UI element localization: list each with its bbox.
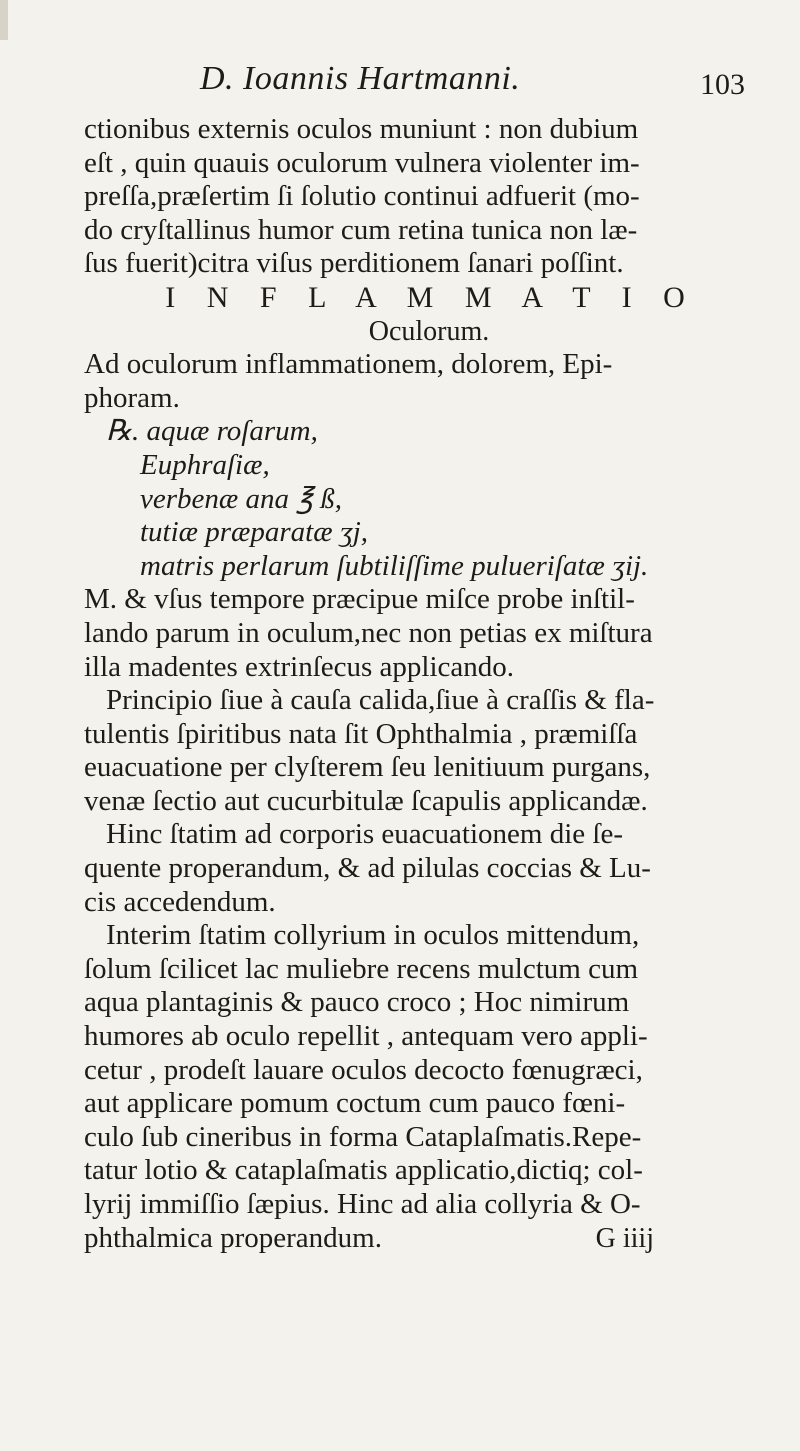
text-line: phthalmica properandum. xyxy=(84,1221,382,1254)
text-line: Hinc ſtatim ad corporis euacuationem die ſe- xyxy=(106,818,623,851)
text-line: venæ ſectio aut cucurbitulæ ſcapulis applicandæ. xyxy=(84,784,648,817)
recipe-line: ℞. aquæ roſarum, xyxy=(106,415,318,448)
recipe-line: verbenæ ana ℥ ß, xyxy=(140,482,342,515)
recipe-line: matris perlarum ſubtiliſſime pulueriſatæ ʒij. xyxy=(140,549,649,582)
section-heading: I N F L A M M A T I O xyxy=(165,280,697,314)
text-line: lyrij immiſſio ſæpius. Hinc ad alia collyria & O- xyxy=(84,1188,641,1220)
text-line: Ad oculorum inflammationem, dolorem, Epi- xyxy=(84,348,613,381)
text-line: do cryſtallinus humor cum retina tunica non læ- xyxy=(84,213,638,246)
text-line: cis accedendum. xyxy=(84,885,276,918)
last-line xyxy=(84,1222,774,1256)
text-line: Principio ſiue à cauſa calida,ſiue à craſſis & fla- xyxy=(106,684,655,717)
text-line: ctionibus externis oculos muniunt : non dubium xyxy=(84,113,639,145)
text-line: tatur lotio & cataplaſmatis applicatio,dictiq; col- xyxy=(84,1154,643,1187)
text-line: quente properandum, & ad pilulas coccias & Lu- xyxy=(84,852,651,885)
text-line: aut applicare pomum coctum cum pauco fœni- xyxy=(84,1087,626,1120)
page-number: 103 xyxy=(700,68,745,101)
text-line: tulentis ſpiritibus nata ſit Ophthalmia , præmiſſa xyxy=(84,717,638,750)
text-line: euacuatione per clyſterem ſeu lenitiuum purgans, xyxy=(84,751,651,784)
text-line: eſt , quin quauis oculorum vulnera violenter im- xyxy=(84,146,640,179)
text-line: ſus fuerit)citra viſus perditionem ſanari poſſint. xyxy=(84,247,624,280)
section-subheading: Oculorum. xyxy=(368,315,490,347)
page-edge-stain xyxy=(0,0,8,40)
text-line: preſſa,præſertim ſi ſolutio continui adfuerit (mo- xyxy=(84,180,640,213)
text-line: Interim ſtatim collyrium in oculos mittendum, xyxy=(106,919,640,952)
text-line: humores ab oculo repellit , antequam vero appli- xyxy=(84,1020,648,1053)
recipe-line: Euphraſiæ, xyxy=(140,448,270,481)
text-line: illa madentes extrinſecus applicando. xyxy=(84,650,515,683)
text-line: aqua plantaginis & pauco croco ; Hoc nimirum xyxy=(84,986,630,1019)
text-line: M. & vſus tempore præcipue miſce probe inſtil- xyxy=(84,583,635,616)
text-line: cetur , prodeſt lauare oculos decocto fœnugræci, xyxy=(84,1053,643,1086)
text-line: lando parum in oculum,nec non petias ex miſtura xyxy=(84,616,653,649)
running-head: D. Ioannis Hartmanni. xyxy=(200,60,521,97)
text-line: phoram. xyxy=(84,381,180,414)
text-line: ſolum ſcilicet lac muliebre recens mulctum cum xyxy=(84,952,639,985)
body-text xyxy=(84,113,774,1255)
signature-mark: G iiij xyxy=(595,1222,654,1254)
recipe-line: tutiæ præparatæ ʒj, xyxy=(140,516,369,549)
text-line: culo ſub cineribus in forma Cataplaſmatis.Repe- xyxy=(84,1120,642,1153)
